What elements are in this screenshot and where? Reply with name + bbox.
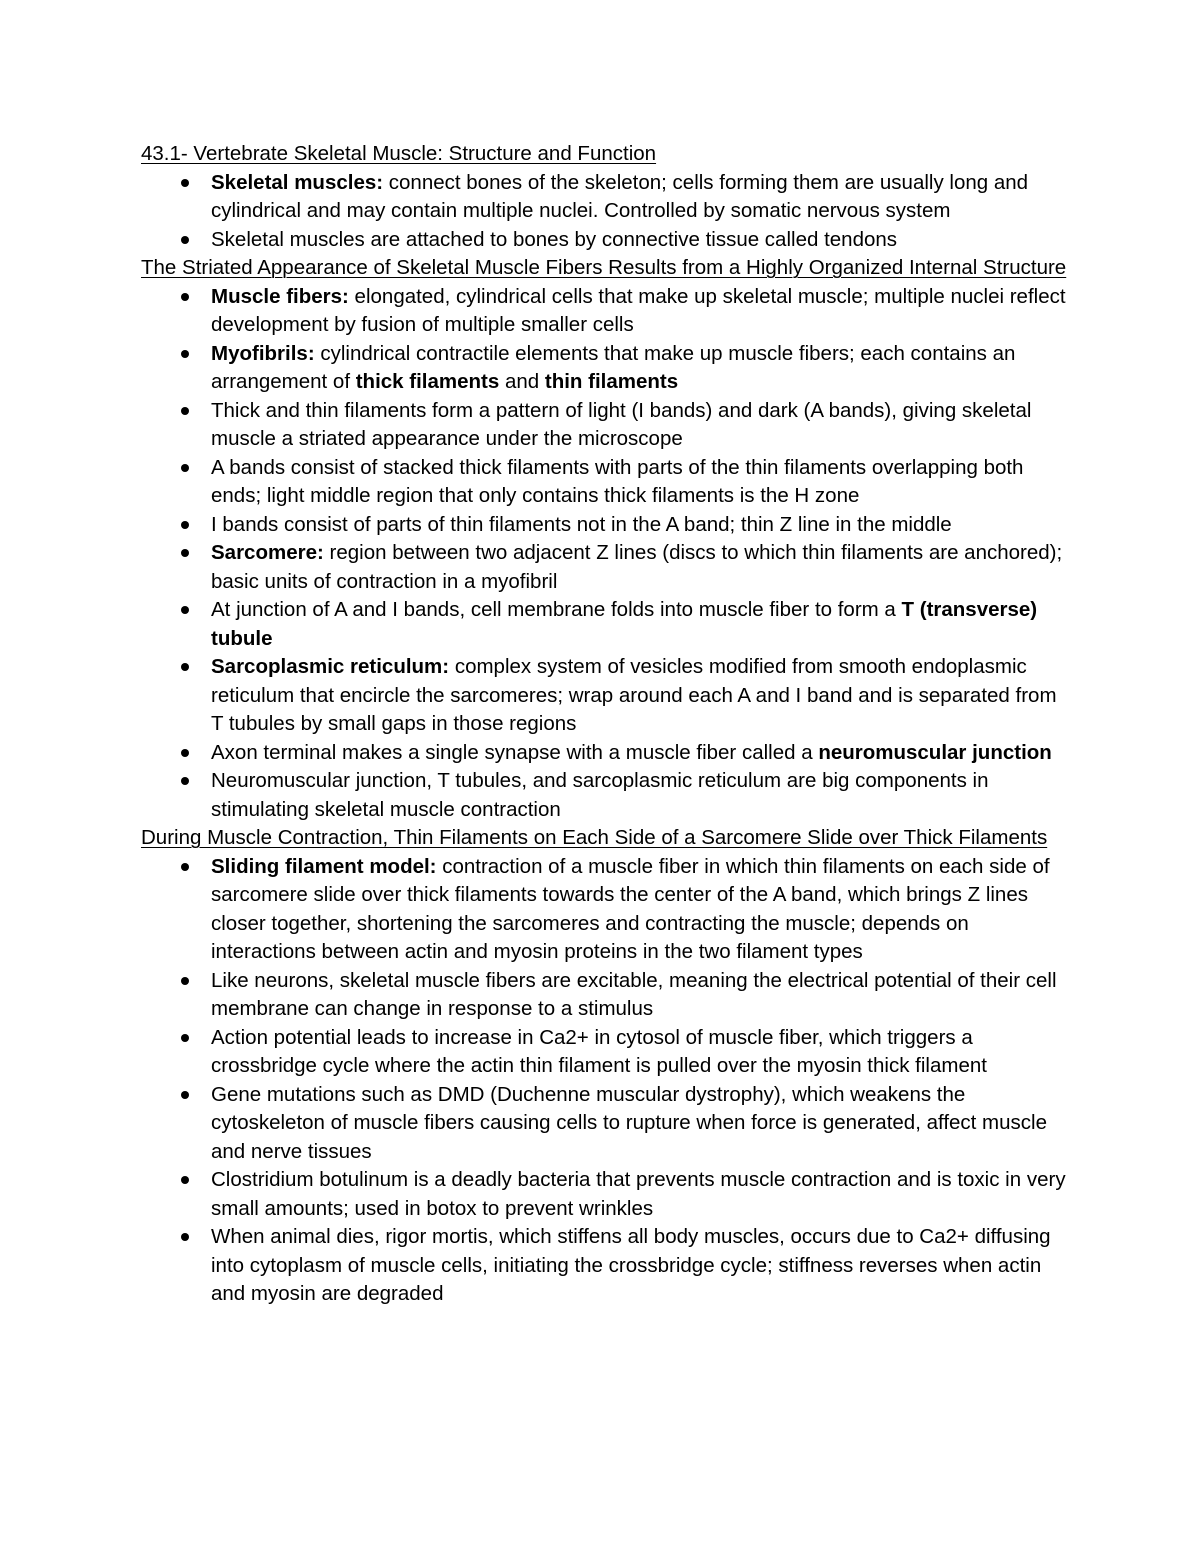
list-item [141,283,1071,340]
bold-term: Skeletal muscles: [211,170,384,194]
list-item [141,1024,1071,1081]
bullet-icon [181,521,189,529]
list-item [141,1223,1071,1309]
bold-term: thick filaments [355,370,500,393]
bullet-icon [181,179,189,187]
list-item [141,1166,1071,1223]
list-item [141,853,1071,967]
bullet-list [141,283,1071,825]
bullet-icon [181,863,189,871]
list-item [141,397,1071,454]
list-item [141,967,1071,1024]
item-text: connect bones of the skeleton; cells forming them are usually long and cylindrical and may contain multiple nuclei. Controlled by somatic nervous system [211,170,1029,222]
bold-term: thin filaments [544,370,679,393]
item-text: complex system of vesicles modified from smooth endoplasmic reticulum that encircle the sarcomeres; wrap around each A and I band and is separated from T tubules by small gaps in those regions [211,655,1057,735]
bullet-icon [181,293,189,301]
list-item [141,511,1071,540]
item-text: A bands consist of stacked thick filaments with parts of the thin filaments overlapping both ends; light middle region that only contains thick filaments is the H zone [211,455,1024,507]
item-text: Gene mutations such as DMD (Duchenne muscular dystrophy), which weakens the cytoskeleton of muscle fibers causing cells to rupture when force is generated, affect muscle and nerve tissues [211,1082,1047,1163]
section-heading: During Muscle Contraction, Thin Filaments on Each Side of a Sarcomere Slide over Thick Filaments [141,826,1048,849]
bullet-list [141,169,1071,255]
bold-term: neuromuscular junction [818,740,1052,764]
section-heading: 43.1- Vertebrate Skeletal Muscle: Structure and Function [141,142,657,165]
list-item [141,226,1071,255]
bullet-icon [181,1176,189,1184]
bold-term: T (transverse) tubule [211,598,1038,650]
bullet-icon [181,663,189,671]
bold-term: Sarcoplasmic reticulum: [211,655,450,678]
bullet-icon [181,549,189,557]
bold-term: Muscle fibers: [211,284,349,308]
bullet-icon [181,606,189,614]
item-text: Axon terminal makes a single synapse with a muscle fiber called a [211,740,819,764]
bullet-icon [181,236,189,244]
list-item [141,767,1071,824]
bullet-icon [181,350,189,358]
bullet-icon [181,777,189,785]
bold-term: Myofibrils: [211,341,315,365]
item-text: At junction of A and I bands, cell membrane folds into muscle fiber to form a [211,598,902,621]
bullet-icon [181,1091,189,1099]
bold-term: Sarcomere: [211,541,324,564]
list-item [141,539,1071,596]
bullet-icon [181,407,189,415]
item-text: Clostridium botulinum is a deadly bacteria that prevents muscle contraction and is toxic in very small amounts; used in botox to prevent wrinkles [211,1168,1066,1220]
list-item [141,653,1071,739]
list-item [141,454,1071,511]
list-item [141,739,1071,768]
item-text: I bands consist of parts of thin filaments not in the A band; thin Z line in the middle [211,512,952,536]
item-text: elongated, cylindrical cells that make up skeletal muscle; multiple nuclei reflect development by fusion of multiple smaller cells [211,284,1066,336]
list-item [141,169,1071,226]
item-text: Neuromuscular junction, T tubules, and sarcoplasmic reticulum are big components in stimulating skeletal muscle contraction [211,769,989,821]
item-text: Thick and thin filaments form a pattern of light (I bands) and dark (A bands), giving skeletal muscle a striated appearance under the microscope [211,398,1032,450]
bold-term: Sliding filament model: [211,854,437,878]
bullet-icon [181,464,189,472]
bullet-icon [181,1233,189,1241]
item-text: and [499,370,545,393]
list-item [141,596,1071,653]
bullet-icon [181,1034,189,1042]
item-text: When animal dies, rigor mortis, which stiffens all body muscles, occurs due to Ca2+ diffusing into cytoplasm of muscle cells, initiating the crossbridge cycle; stiffness reverses when actin and myosin are degraded [211,1225,1051,1305]
item-text: contraction of a muscle fiber in which thin filaments on each side of sarcomere slide over thick filaments towards the center of the A band, which brings Z lines closer together, shortening the sarcomeres and contracting the muscle; depends on interactions between actin and myosin proteins in the two filament types [211,854,1050,963]
bullet-icon [181,749,189,757]
section-heading: The Striated Appearance of Skeletal Muscle Fibers Results from a Highly Organized Internal Structure [141,256,1067,279]
item-text: cylindrical contractile elements that make up muscle fibers; each contains an arrangement of [211,341,1016,393]
list-item [141,1081,1071,1167]
document-page [141,140,1071,1309]
item-text: Skeletal muscles are attached to bones by connective tissue called tendons [211,227,898,251]
item-text: region between two adjacent Z lines (discs to which thin filaments are anchored); basic units of contraction in a myofibril [211,541,1063,593]
item-text: Like neurons, skeletal muscle fibers are excitable, meaning the electrical potential of their cell membrane can change in response to a stimulus [211,968,1057,1020]
list-item [141,340,1071,397]
bullet-icon [181,977,189,985]
bullet-list [141,853,1071,1309]
item-text: Action potential leads to increase in Ca2+ in cytosol of muscle fiber, which triggers a crossbridge cycle where the actin thin filament is pulled over the myosin thick filament [211,1025,987,1077]
